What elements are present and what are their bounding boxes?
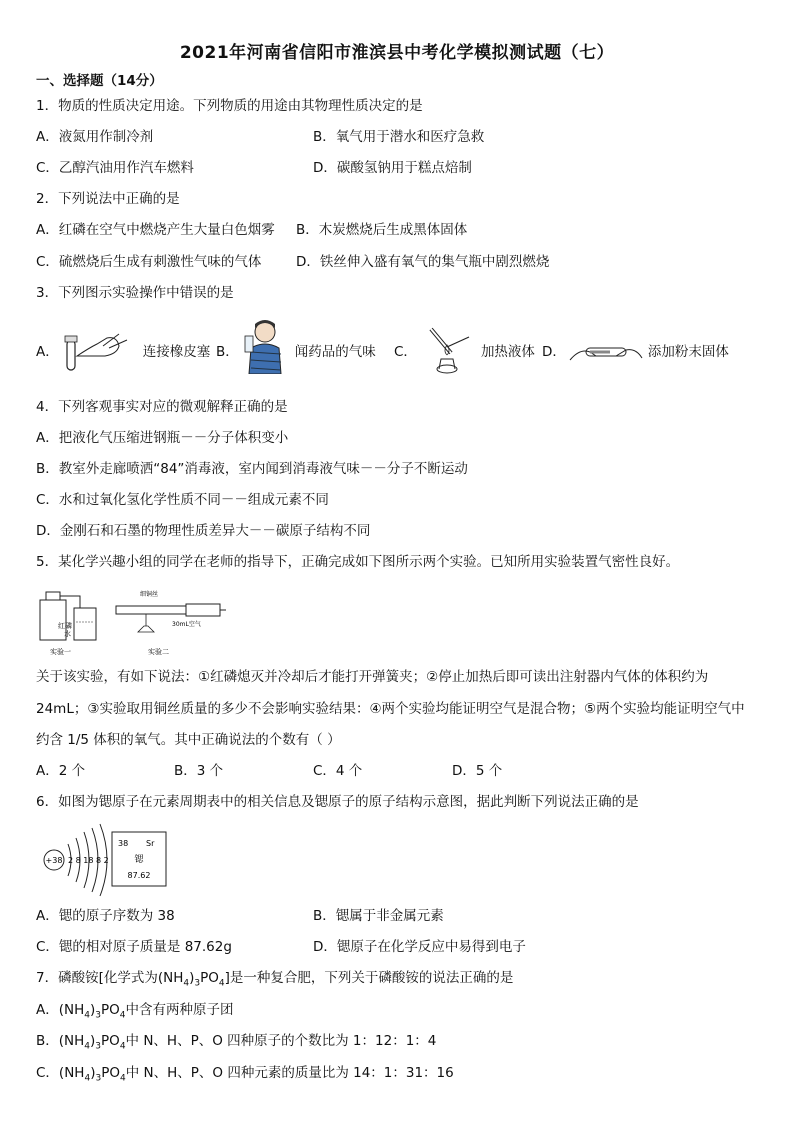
q7-stem-pre: 7．磷酸铵[化学式为(NH [36,970,184,986]
cell-symbol: Sr [146,839,155,848]
q7-b-paren: ) [90,1033,96,1049]
cell-mass: 87.62 [127,871,151,880]
q7-stem-sub3: 3 [194,978,201,989]
q3-b-text: 闻药品的气味 [294,344,376,360]
q3-option-a [36,326,210,374]
q5-experiment-figure [36,580,226,656]
section-heading: 一、选择题（14分） [36,73,163,89]
q7-a-paren: ) [90,1002,96,1018]
q1-option-b: B．氧气用于潜水和医疗急救 [313,129,485,145]
fig2-tag: 细铜丝 [140,591,159,598]
q5-paragraph-1: 关于该实验，有如下说法：①红磷熄灭并冷却后才能打开弹簧夹；②停止加热后即可读出注射器内气体的体积约为 [36,669,709,685]
q7-b-po: PO [101,1033,120,1049]
q7-c-sub4: 4 [84,1073,91,1084]
cell-atomic-number: 38 [118,839,129,848]
q7-stem-mid: ) [189,970,195,986]
fig1-tag: 红磷 [58,622,72,630]
q7-a-sub3: 3 [95,1010,102,1021]
fig2-label: 实验二 [148,648,169,656]
q4-option-c: C．水和过氧化氢化学性质不同－－组成元素不同 [36,492,329,508]
q2-option-c: C．硫燃烧后生成有刺激性气味的气体 [36,254,262,270]
q3-option-c [394,326,535,374]
rubber-stopper-illustration [59,326,139,374]
q2-option-d: D．铁丝伸入盛有氧气的集气瓶中剧烈燃烧 [296,254,550,270]
fig1-label: 实验一 [50,648,71,656]
q7-c-post: 中 N、H、P、O 四种元素的质量比为 14：1：31：16 [125,1065,454,1081]
q4-option-d: D．金刚石和石墨的物理性质差异大－－碳原子结构不同 [36,523,371,539]
q7-stem-sub4b: 4 [218,978,225,989]
q7-b-sub4b: 4 [119,1041,126,1052]
q2-option-b: B．木炭燃烧后生成黑体固体 [296,222,468,238]
q7-b-sub3: 3 [95,1041,102,1052]
q5-stem: 5．某化学兴趣小组的同学在老师的指导下，正确完成如下图所示两个实验。已知所用实验装置气密性良好。 [36,554,680,570]
q3-b-key: B． [216,344,239,360]
q3-option-d [542,326,729,374]
heating-liquid-illustration [417,325,477,375]
q6-option-c: C．锶的相对原子质量是 87.62g [36,939,232,955]
q7-b-sub4: 4 [84,1041,91,1052]
q7-a-sub4b: 4 [119,1010,126,1021]
q3-d-key: D． [542,344,566,360]
page-title: 2021年河南省信阳市淮滨县中考化学模拟测试题（七） [179,43,615,63]
q4-option-b: B．教室外走廊喷洒“84”消毒液，室内闻到消毒液气味－－分子不断运动 [36,461,468,477]
q7-b-pre: B．(NH [36,1033,85,1049]
q7-c-sub4b: 4 [119,1073,126,1084]
q5-option-b: B．3 个 [174,763,224,779]
q7-stem-mid2: PO [200,970,219,986]
fig2-air: 30mL空气 [172,621,201,628]
q7-c-paren: ) [90,1065,96,1081]
smelling-boy-illustration [239,318,291,374]
fig1-water: 水 [64,630,71,638]
q7-a-sub4: 4 [84,1010,90,1021]
nucleus-charge: +38 [45,856,63,865]
q7-option-b [36,1032,436,1056]
q7-option-c [36,1064,454,1088]
strontium-structure-figure [40,822,190,898]
q3-d-text: 添加粉末固体 [647,344,729,360]
q7-a-post: 中含有两种原子团 [125,1002,234,1018]
q7-c-po: PO [101,1065,120,1081]
q7-b-post: 中 N、H、P、O 四种原子的个数比为 1：12：1：4 [125,1033,437,1049]
q3-a-key: A． [36,344,59,360]
electron-shells: 2 8 18 8 2 [68,856,109,865]
q5-paragraph-3: 约含 1/5 体积的氧气。其中正确说法的个数有（ ） [36,732,341,748]
q5-option-c: C．4 个 [313,763,363,779]
q1-option-d: D．碳酸氢钠用于糕点焙制 [313,160,472,176]
q7-stem-sub4: 4 [183,978,190,989]
q4-stem: 4．下列客观事实对应的微观解释正确的是 [36,399,288,415]
cell-name: 锶 [134,855,144,865]
q6-option-a: A．锶的原子序数为 38 [36,908,175,924]
q5-option-d: D．5 个 [452,763,503,779]
adding-powder-illustration [566,330,644,370]
q4-option-a: A．把液化气压缩进钢瓶－－分子体积变小 [36,430,289,446]
q7-option-a [36,1001,234,1025]
q2-stem: 2．下列说法中正确的是 [36,191,180,207]
q7-a-po: PO [101,1002,120,1018]
q6-option-d: D．锶原子在化学反应中易得到电子 [313,939,526,955]
q7-c-pre: C．(NH [36,1065,85,1081]
q3-c-key: C． [394,344,417,360]
q1-option-c: C．乙醇汽油用作汽车燃料 [36,160,194,176]
q3-c-text: 加热液体 [480,344,535,360]
q6-stem: 6．如图为锶原子在元素周期表中的相关信息及锶原子的原子结构示意图，据此判断下列说法正确的是 [36,794,639,810]
q7-a-pre: A．(NH [36,1002,85,1018]
q5-option-a: A．2 个 [36,763,86,779]
q7-stem-post: ]是一种复合肥，下列关于磷酸铵的说法正确的是 [224,970,514,986]
q3-stem: 3．下列图示实验操作中错误的是 [36,285,234,301]
q1-stem: 1．物质的性质决定用途。下列物质的用途由其物理性质决定的是 [36,98,423,114]
q6-option-b: B．锶属于非金属元素 [313,908,444,924]
q3-a-text: 连接橡皮塞 [142,344,211,360]
q7-c-sub3: 3 [95,1073,102,1084]
q5-paragraph-2: 24mL；③实验取用铜丝质量的多少不会影响实验结果：④两个实验均能证明空气是混合物；⑤两个实验均能证明空气中 [36,701,745,717]
q3-option-b [216,326,376,374]
q2-option-a: A．红磷在空气中燃烧产生大量白色烟雾 [36,222,275,238]
q7-stem [36,969,513,993]
q1-option-a: A．液氮用作制冷剂 [36,129,154,145]
q3-figure-row [36,326,756,374]
